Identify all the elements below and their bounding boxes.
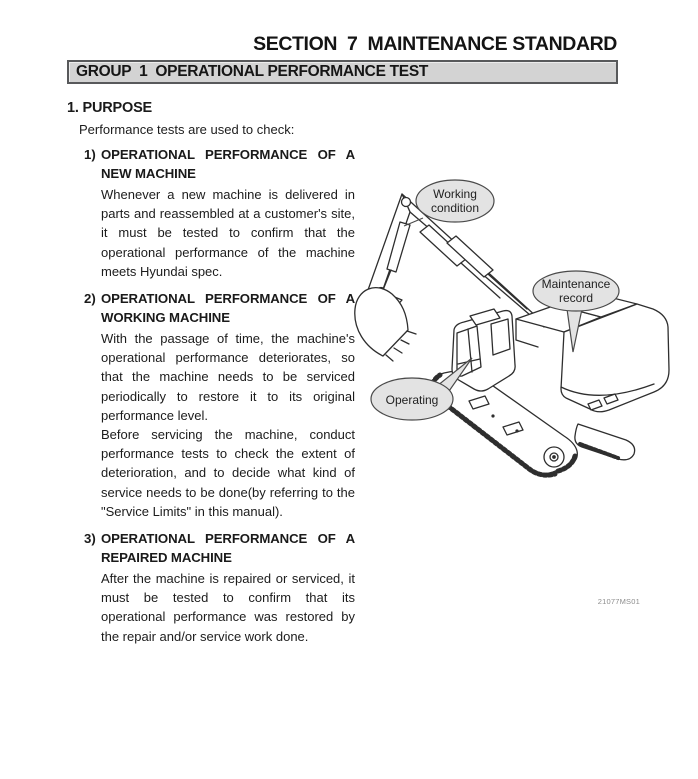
maintenance-record-label-line1: Maintenance [541, 277, 611, 291]
figure-code: 21077MS01 [597, 597, 640, 606]
paragraph: After the machine is repaired or serviced, it must be tested to confirm that its operational performance was restored by the repair and/or service work done. [101, 571, 355, 644]
section-content [101, 530, 355, 646]
section-body [101, 329, 355, 521]
operating-label: Operating [385, 393, 439, 407]
group-header-bar [67, 60, 618, 84]
excavator-illustration [350, 168, 680, 498]
section-body [101, 569, 355, 646]
group-header-label: GROUP 1 OPERATIONAL PERFORMANCE TEST [76, 63, 429, 80]
page-title: SECTION 7 MAINTENANCE STANDARD [253, 33, 617, 55]
section-number: 2) [84, 291, 96, 307]
working-condition-label-line1: Working [433, 187, 477, 201]
paragraph: Before servicing the machine, conduct performance tests to check the extent of deterioration, and to decide what kind of service needs to be done(by referring to the "Service Limits" in this manual). [101, 427, 355, 519]
section-new-machine [84, 146, 355, 281]
maintenance-record-label-line2: record [558, 291, 594, 305]
section-title: OPERATIONAL PERFORMANCE OF A REPAIRED MACHINE [101, 531, 355, 565]
excavator-bucket [355, 288, 416, 361]
section-number: 3) [84, 531, 96, 547]
purpose-heading: 1. PURPOSE [67, 100, 153, 116]
excavator-machine [355, 194, 669, 475]
section-working-machine [84, 290, 355, 521]
excavator-cab [452, 309, 515, 391]
purpose-sections [84, 146, 355, 655]
section-content [101, 290, 355, 521]
section-title: OPERATIONAL PERFORMANCE OF A NEW MACHINE [101, 147, 355, 181]
section-content [101, 146, 355, 281]
section-number: 1) [84, 147, 96, 162]
paragraph: With the passage of time, the machine's operational performance deteriorates, so that the machine needs to be serviced periodically to restore it to its original performance level. [101, 331, 355, 423]
purpose-intro: Performance tests are used to check: [79, 122, 295, 137]
section-repaired-machine [84, 530, 355, 646]
paragraph: Whenever a new machine is delivered in parts and reassembled at a customer's site, it must be tested to confirm that the operational performance of the machine meets Hyundai spec. [101, 187, 355, 279]
working-condition-label-line2: condition [430, 201, 480, 215]
section-body [101, 185, 355, 281]
section-title: OPERATIONAL PERFORMANCE OF A WORKING MACHINE [101, 291, 355, 325]
